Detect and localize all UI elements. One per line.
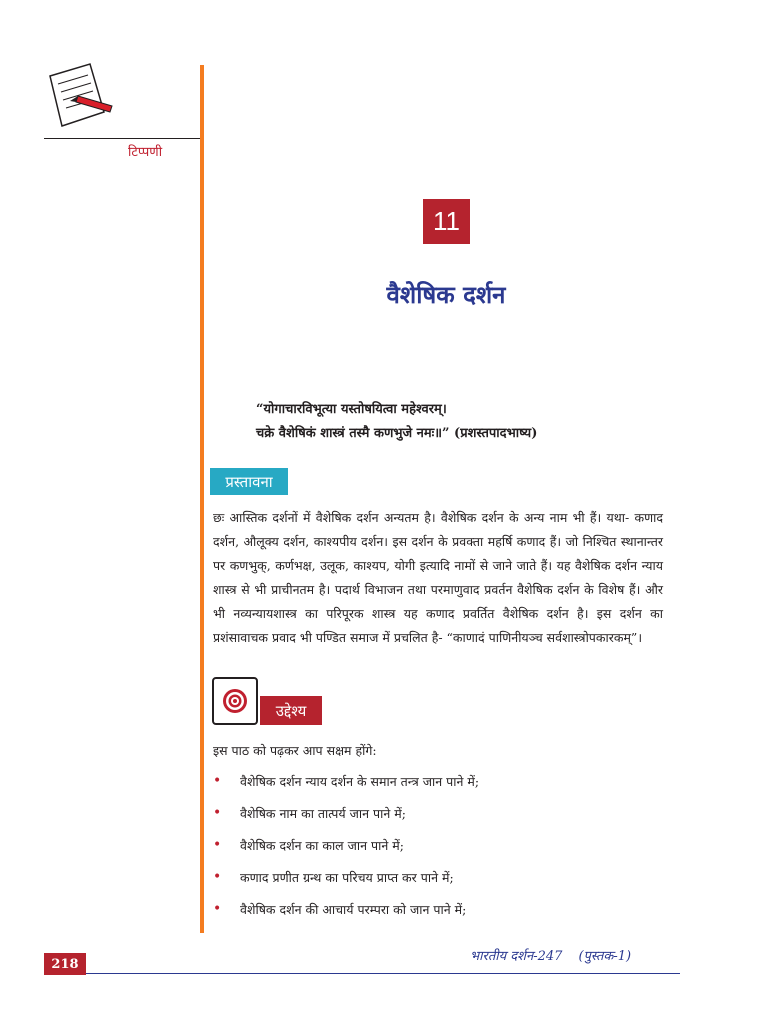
- target-icon: [212, 677, 258, 725]
- chapter-title: वैशेषिक दर्शन: [386, 281, 506, 309]
- list-item: [213, 773, 663, 805]
- verse-line-2: चक्रे वैशेषिकं शास्त्रं तस्मै कणभुजे नमः॥” (प्रशस्तपादभाष्य): [256, 426, 538, 441]
- objective-text: वैशेषिक दर्शन की आचार्य परम्परा को जान पाने में;: [240, 902, 467, 917]
- intro-paragraph: छः आस्तिक दर्शनों में वैशेषिक दर्शन अन्यतम है। वैशेषिक दर्शन के अन्य नाम भी हैं। यथा- कणाद दर्शन, औलूक्य दर्शन, काश्यपीय दर्शन। इस दर्शन के प्रवक्ता महर्षि कणाद हैं। जो निश्चित स्थानान्तर पर कणभुक्, कर्णभक्ष, उलूक, काश्यप, योगी इत्यादि नामों से जाने जाते हैं। यह वैशेषिक दर्शन न्याय शास्त्र से भी प्राचीनतम है। पदार्थ विभाजन तथा परमाणुवाद प्रवर्तन वैशेषिक दर्शन के विशेष हैं। और भी नव्यन्यायशास्त्र का परिपूरक शास्त्र यह कणाद प्रवर्तित वैशेषिक दर्शन है। इस दर्शन का प्रशंसावाचक प्रवाद भी पण्डित समाज में प्रचलित है- “काणादं पाणिनीयञ्च सर्वशास्त्रोपकारकम्”।: [213, 510, 663, 645]
- chapter-number: 11: [423, 199, 470, 244]
- margin-label: टिप्पणी: [128, 145, 163, 160]
- margin-vertical-rule: [200, 65, 204, 933]
- book-reference: [470, 946, 631, 964]
- intro-heading: प्रस्तावना: [210, 468, 288, 495]
- verse-line-1: “योगाचारविभूत्या यस्तोषयित्वा महेश्वरम्।: [256, 402, 447, 417]
- notes-icon: [44, 62, 122, 134]
- list-item: [213, 805, 663, 837]
- footer-divider: [86, 973, 680, 974]
- objective-text: वैशेषिक दर्शन न्याय दर्शन के समान तन्त्र जान पाने में;: [240, 774, 480, 789]
- objective-text: कणाद प्रणीत ग्रन्थ का परिचय प्राप्त कर पाने में;: [240, 870, 454, 885]
- book-title: भारतीय दर्शन-247: [470, 949, 563, 964]
- objective-text: वैशेषिक दर्शन का काल जान पाने में;: [240, 838, 404, 853]
- book-part: (पुस्तक-1): [578, 949, 632, 964]
- bullet-icon: •: [213, 869, 222, 885]
- objective-text: वैशेषिक नाम का तात्पर्य जान पाने में;: [240, 806, 406, 821]
- list-item: [213, 869, 663, 901]
- bullet-icon: •: [213, 837, 222, 853]
- bullet-icon: •: [213, 901, 222, 917]
- list-item: [213, 901, 663, 933]
- opening-verse: [256, 398, 537, 446]
- objectives-heading: उद्देश्य: [260, 696, 322, 725]
- bullet-icon: •: [213, 805, 222, 821]
- list-item: [213, 837, 663, 869]
- page-number: 218: [44, 953, 86, 975]
- objectives-list: [213, 773, 663, 933]
- bullet-icon: •: [213, 773, 222, 789]
- objectives-intro: इस पाठ को पढ़कर आप सक्षम होंगे:: [213, 743, 377, 758]
- margin-divider: [44, 138, 204, 139]
